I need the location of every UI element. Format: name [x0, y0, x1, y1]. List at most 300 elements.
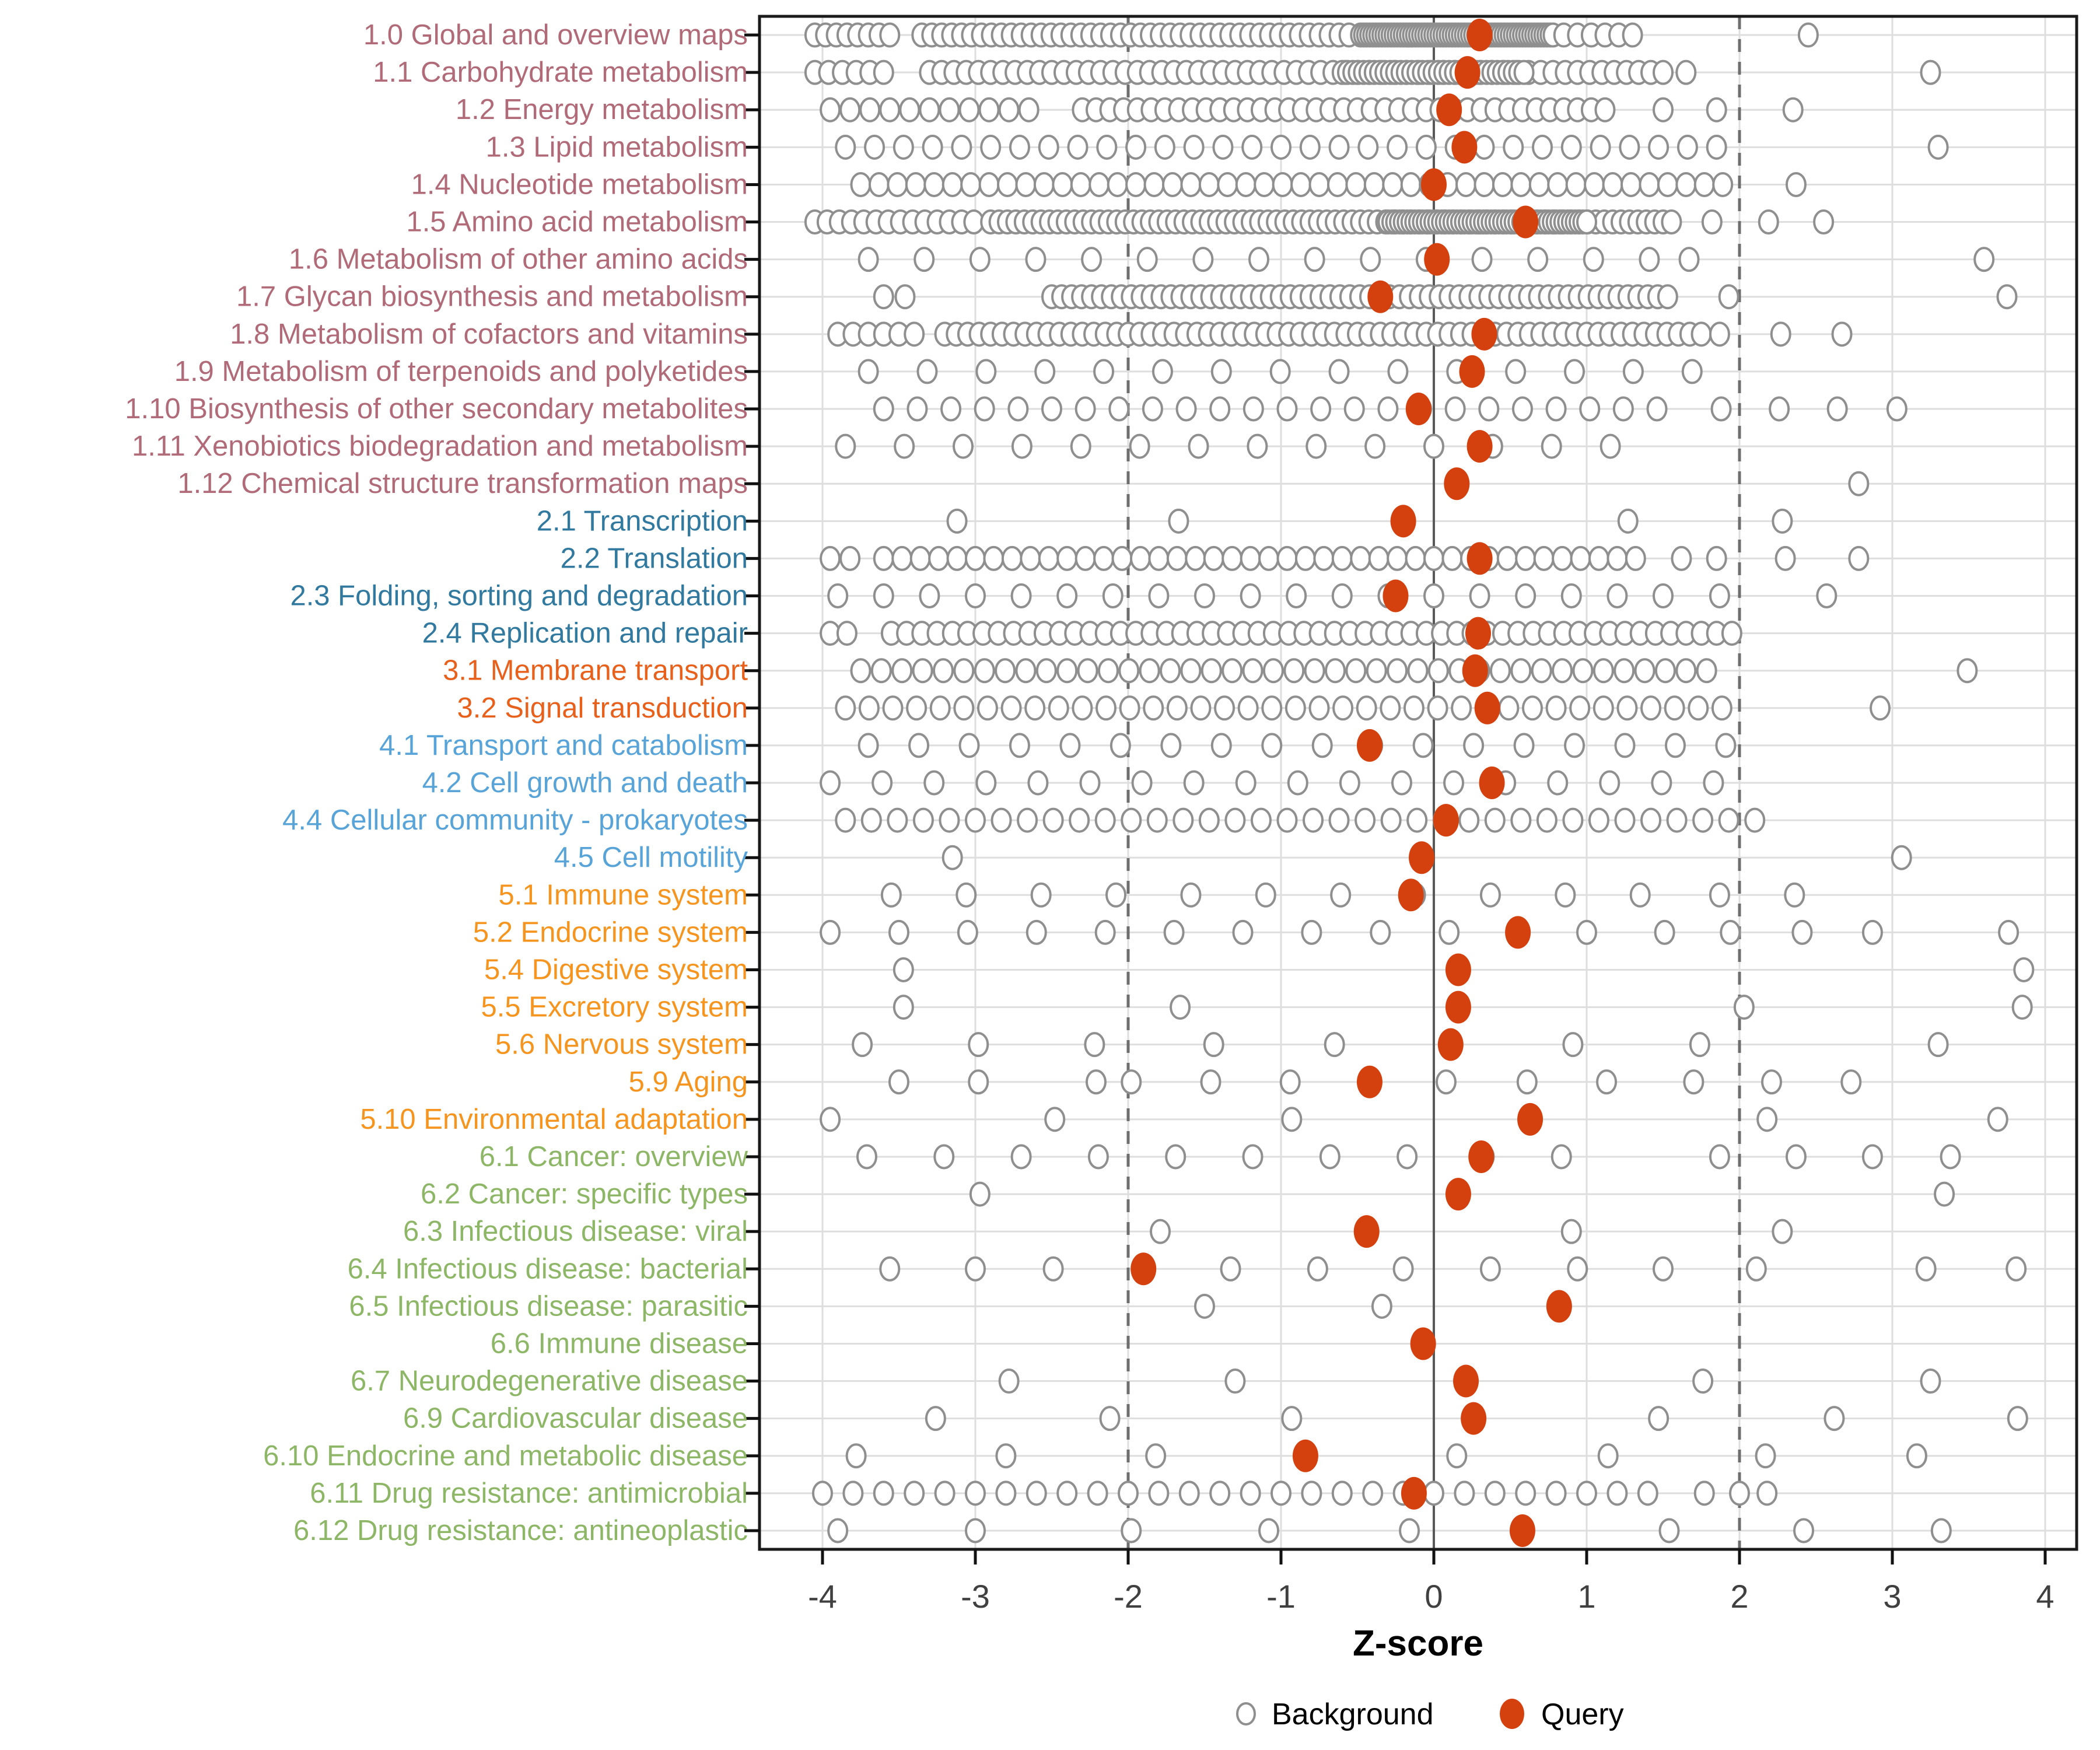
background-point	[1133, 772, 1152, 794]
background-point	[836, 696, 855, 719]
query-point	[1433, 804, 1459, 836]
background-point	[852, 173, 870, 196]
background-point	[1457, 173, 1475, 196]
background-point	[1713, 173, 1732, 196]
background-point	[905, 323, 923, 345]
background-point	[892, 659, 911, 682]
query-point	[1471, 318, 1497, 351]
query-point	[1398, 878, 1424, 911]
background-point	[1330, 809, 1349, 832]
background-point	[1616, 809, 1634, 832]
background-point	[1282, 1108, 1301, 1130]
background-point	[1649, 136, 1668, 159]
background-point	[895, 435, 914, 458]
background-point	[1398, 1145, 1416, 1168]
query-point	[1410, 1327, 1436, 1360]
background-point	[948, 510, 967, 533]
legend	[1237, 1698, 1624, 1731]
category-label: 5.9 Aging	[628, 1066, 748, 1098]
background-point	[821, 1108, 839, 1130]
background-point	[1849, 547, 1868, 570]
background-point	[940, 809, 958, 832]
background-point	[821, 547, 839, 570]
background-point	[1535, 547, 1553, 570]
background-point	[1185, 136, 1203, 159]
background-point	[1185, 772, 1203, 794]
background-point	[1623, 24, 1642, 47]
background-point	[873, 772, 891, 794]
background-point	[1089, 1145, 1108, 1168]
background-point	[1218, 173, 1237, 196]
background-point	[1058, 1482, 1076, 1504]
category-label: 6.12 Drug resistance: antineoplastic	[293, 1514, 748, 1546]
background-point	[1563, 809, 1582, 832]
background-point	[894, 958, 913, 981]
background-point	[1244, 398, 1263, 421]
category-label: 1.0 Global and overview maps	[363, 19, 748, 51]
category-label: 1.7 Glycan biosynthesis and metabolism	[236, 281, 748, 313]
background-point	[1639, 1482, 1657, 1504]
background-point	[1917, 1258, 1936, 1280]
background-point	[1306, 659, 1324, 682]
background-point	[1608, 547, 1626, 570]
x-tick-label: -4	[808, 1578, 837, 1615]
background-point	[1168, 547, 1186, 570]
background-point	[1181, 659, 1200, 682]
background-point	[980, 173, 999, 196]
category-label: 4.2 Cell growth and death	[422, 767, 748, 799]
category-label: 5.2 Endocrine system	[473, 916, 748, 949]
background-point	[1340, 772, 1359, 794]
background-point	[1097, 696, 1115, 719]
background-point	[1530, 173, 1549, 196]
background-point	[859, 248, 878, 271]
background-point	[942, 398, 960, 421]
category-label: 6.6 Immune disease	[490, 1328, 748, 1360]
background-point	[1619, 510, 1637, 533]
background-point	[1205, 547, 1223, 570]
background-point	[1590, 809, 1608, 832]
x-tick-label: -3	[961, 1578, 990, 1615]
background-point	[1408, 659, 1427, 682]
query-point	[1357, 729, 1382, 762]
background-point	[1032, 884, 1051, 907]
background-point	[1825, 1407, 1843, 1430]
background-point	[1515, 734, 1534, 757]
background-point	[1012, 1145, 1031, 1168]
background-point	[1417, 136, 1436, 159]
background-point	[996, 1482, 1015, 1504]
background-point	[1314, 547, 1333, 570]
background-point	[1504, 136, 1522, 159]
background-point	[934, 659, 953, 682]
background-point	[1363, 1482, 1382, 1504]
background-point	[952, 136, 971, 159]
category-label: 4.5 Cell motility	[554, 842, 748, 874]
query-point	[1446, 1178, 1471, 1210]
background-point	[966, 584, 985, 607]
background-point	[1302, 1482, 1321, 1504]
query-point	[1130, 1252, 1156, 1285]
background-point	[1615, 659, 1633, 682]
background-point	[931, 696, 950, 719]
x-tick-label: 2	[1730, 1578, 1749, 1615]
background-point	[2013, 996, 2032, 1019]
background-point	[905, 1482, 923, 1504]
background-point	[1076, 398, 1095, 421]
background-point	[1693, 1370, 1712, 1392]
background-point	[1538, 809, 1556, 832]
category-label: 2.2 Translation	[560, 542, 748, 575]
background-point	[1195, 584, 1214, 607]
background-point	[1929, 1033, 1948, 1056]
background-point	[1568, 1258, 1587, 1280]
background-point	[1547, 398, 1566, 421]
background-point	[981, 136, 1000, 159]
category-label: 5.10 Environmental adaptation	[360, 1103, 748, 1135]
background-point	[936, 1482, 954, 1504]
category-label: 3.1 Membrane transport	[443, 654, 748, 687]
background-point	[836, 809, 855, 832]
background-point	[977, 772, 995, 794]
background-point	[847, 1444, 866, 1467]
background-point	[1097, 136, 1116, 159]
query-point	[1401, 1477, 1427, 1510]
background-point	[1035, 173, 1054, 196]
background-point	[966, 1519, 985, 1542]
background-point	[1642, 809, 1660, 832]
background-point	[1863, 921, 1882, 944]
background-point	[892, 547, 911, 570]
background-point	[1040, 136, 1058, 159]
background-point	[954, 435, 972, 458]
background-point	[1126, 136, 1145, 159]
background-point	[1027, 1482, 1046, 1504]
background-point	[1553, 547, 1572, 570]
query-point	[1462, 654, 1488, 687]
background-point	[1698, 659, 1716, 682]
category-label: 1.9 Metabolism of terpenoids and polyketides	[174, 355, 748, 387]
background-point	[836, 435, 855, 458]
background-point	[996, 1444, 1015, 1467]
background-point	[900, 99, 919, 121]
query-point	[1451, 131, 1477, 163]
query-point	[1406, 393, 1432, 425]
background-point	[1248, 435, 1266, 458]
background-point	[1000, 99, 1019, 121]
background-point	[813, 1482, 832, 1504]
background-point	[1241, 1482, 1260, 1504]
background-point	[1289, 772, 1307, 794]
background-point	[1408, 809, 1426, 832]
background-point	[1069, 136, 1087, 159]
background-point	[1548, 772, 1567, 794]
background-point	[1169, 510, 1188, 533]
background-point	[874, 285, 893, 308]
background-point	[1186, 547, 1205, 570]
background-point	[888, 173, 907, 196]
background-point	[844, 1482, 862, 1504]
background-point	[1330, 136, 1349, 159]
background-point	[1271, 360, 1290, 383]
background-point	[1922, 61, 1940, 84]
background-point	[1284, 659, 1303, 682]
background-point	[1723, 622, 1741, 645]
background-point	[1424, 584, 1443, 607]
background-point	[1787, 1145, 1805, 1168]
category-label: 6.11 Drug resistance: antimicrobial	[310, 1477, 748, 1509]
background-point	[1264, 659, 1283, 682]
background-point	[1310, 173, 1329, 196]
background-point	[1556, 884, 1574, 907]
background-point	[1640, 248, 1658, 271]
background-point	[1506, 360, 1525, 383]
background-point	[1455, 1482, 1474, 1504]
background-point	[1333, 584, 1352, 607]
background-point	[1745, 809, 1764, 832]
background-point	[1383, 173, 1402, 196]
background-point	[1174, 809, 1192, 832]
background-point	[1149, 584, 1168, 607]
background-point	[1516, 584, 1535, 607]
query-point	[1453, 1365, 1479, 1398]
background-point	[1693, 809, 1712, 832]
background-point	[2014, 958, 2033, 981]
category-label: 1.5 Amino acid metabolism	[406, 206, 748, 238]
background-point	[1010, 136, 1029, 159]
background-point	[1720, 285, 1738, 308]
background-point	[874, 398, 893, 421]
category-label: 1.2 Energy metabolism	[455, 94, 748, 126]
background-point	[1096, 921, 1115, 944]
background-point	[998, 173, 1017, 196]
background-point	[1707, 99, 1726, 121]
background-point	[1493, 173, 1512, 196]
background-point	[1710, 1145, 1729, 1168]
background-point	[961, 173, 980, 196]
category-label: 4.1 Transport and catabolism	[379, 729, 748, 761]
background-point	[1212, 734, 1231, 757]
background-point	[1250, 248, 1268, 271]
background-point	[1758, 1108, 1776, 1130]
background-point	[870, 173, 888, 196]
background-point	[2008, 1407, 2027, 1430]
background-point	[1213, 136, 1232, 159]
background-point	[1440, 921, 1458, 944]
background-point	[1076, 547, 1095, 570]
background-point	[1241, 584, 1260, 607]
background-point	[1200, 809, 1219, 832]
background-point	[1614, 398, 1633, 421]
background-point	[980, 99, 999, 121]
category-label: 6.9 Cardiovascular disease	[402, 1402, 748, 1434]
background-point	[1310, 696, 1329, 719]
background-point	[1773, 510, 1791, 533]
background-point	[1392, 772, 1411, 794]
background-point	[1562, 1220, 1581, 1243]
background-point	[1244, 1145, 1262, 1168]
background-point	[858, 1145, 876, 1168]
background-point	[1018, 809, 1037, 832]
category-label: 2.1 Transcription	[536, 505, 748, 537]
background-point	[1194, 248, 1212, 271]
background-point	[1654, 584, 1672, 607]
background-point	[836, 136, 855, 159]
background-point	[1394, 1258, 1413, 1280]
background-point	[1272, 136, 1290, 159]
background-point	[1371, 921, 1390, 944]
background-point	[1532, 659, 1551, 682]
background-point	[920, 99, 939, 121]
background-point	[1333, 547, 1352, 570]
background-point	[920, 584, 939, 607]
background-point	[943, 173, 962, 196]
background-point	[1721, 921, 1740, 944]
background-point	[1082, 248, 1101, 271]
background-point	[1888, 398, 1906, 421]
background-point	[1037, 659, 1056, 682]
background-point	[1108, 173, 1127, 196]
background-point	[1286, 696, 1305, 719]
background-point	[1244, 659, 1262, 682]
background-point	[929, 547, 948, 570]
background-point	[1272, 1482, 1290, 1504]
background-point	[1713, 696, 1731, 719]
background-point	[1242, 136, 1261, 159]
background-point	[880, 24, 899, 47]
background-point	[1013, 435, 1031, 458]
background-point	[1770, 398, 1788, 421]
category-label: 2.3 Folding, sorting and degradation	[290, 580, 748, 612]
x-tick-label: 3	[1883, 1578, 1902, 1615]
background-point	[1181, 173, 1200, 196]
background-point	[1498, 547, 1517, 570]
background-point	[1668, 809, 1686, 832]
background-point	[915, 248, 933, 271]
background-point	[1306, 248, 1324, 271]
background-point	[1165, 921, 1184, 944]
category-label: 1.12 Chemical structure transformation maps	[177, 468, 748, 500]
background-point	[1087, 1070, 1105, 1093]
background-point	[1262, 696, 1281, 719]
background-point	[1282, 1407, 1301, 1430]
background-point	[884, 696, 902, 719]
background-point	[926, 1407, 945, 1430]
legend-background-icon	[1237, 1703, 1255, 1724]
background-point	[1234, 921, 1252, 944]
background-point	[821, 772, 839, 794]
background-point	[1382, 809, 1401, 832]
background-point	[971, 248, 989, 271]
category-label: 1.3 Lipid metabolism	[485, 131, 748, 163]
background-point	[1331, 884, 1350, 907]
background-point	[1720, 809, 1738, 832]
background-point	[1716, 734, 1735, 757]
query-point	[1436, 93, 1462, 126]
background-point	[914, 809, 933, 832]
background-point	[1356, 809, 1374, 832]
background-point	[1026, 248, 1045, 271]
background-point	[1259, 1519, 1278, 1542]
background-point	[1513, 398, 1532, 421]
background-point	[1773, 1220, 1791, 1243]
background-point	[1989, 1108, 2007, 1130]
background-point	[1378, 398, 1397, 421]
background-point	[1414, 734, 1433, 757]
grid-layer	[760, 16, 2077, 1549]
background-point	[918, 360, 936, 383]
query-point	[1409, 841, 1434, 874]
background-point	[1570, 696, 1589, 719]
query-point	[1391, 505, 1416, 537]
background-point	[1292, 173, 1310, 196]
background-point	[1620, 136, 1639, 159]
category-label: 6.1 Cancer: overview	[479, 1140, 748, 1172]
background-point	[1475, 136, 1493, 159]
background-point	[966, 809, 985, 832]
background-point	[1122, 1070, 1140, 1093]
background-point	[1027, 921, 1046, 944]
background-point	[1205, 1033, 1223, 1056]
background-point	[1975, 248, 1993, 271]
background-point	[1710, 323, 1729, 345]
background-point	[1308, 1258, 1327, 1280]
background-point	[1601, 435, 1620, 458]
background-point	[1626, 547, 1645, 570]
background-point	[1210, 398, 1229, 421]
query-point	[1468, 1140, 1494, 1173]
background-point	[1444, 772, 1463, 794]
background-point	[1842, 1070, 1860, 1093]
background-point	[1772, 323, 1790, 345]
background-point	[1672, 547, 1690, 570]
background-point	[1710, 884, 1729, 907]
query-point	[1465, 617, 1491, 650]
background-point	[1346, 173, 1365, 196]
background-point	[1252, 809, 1270, 832]
background-point	[1101, 1407, 1119, 1430]
background-point	[978, 696, 997, 719]
background-point	[1081, 772, 1100, 794]
background-point	[1683, 360, 1702, 383]
background-point	[1553, 659, 1572, 682]
background-point	[1346, 659, 1365, 682]
background-point	[1452, 696, 1471, 719]
background-point	[1370, 547, 1388, 570]
background-point	[1908, 1444, 1926, 1467]
background-point	[1359, 136, 1377, 159]
background-point	[1000, 1370, 1019, 1392]
background-point	[853, 1033, 872, 1056]
background-point	[1365, 173, 1384, 196]
background-point	[1325, 1033, 1344, 1056]
background-point	[1278, 547, 1296, 570]
background-point	[1460, 809, 1478, 832]
background-point	[859, 734, 878, 757]
background-point	[1222, 1258, 1240, 1280]
background-point	[977, 360, 995, 383]
background-point	[1028, 772, 1047, 794]
background-point	[1237, 772, 1255, 794]
background-point	[1704, 772, 1723, 794]
background-point	[872, 659, 891, 682]
background-point	[1636, 659, 1654, 682]
background-point	[1060, 734, 1079, 757]
background-point	[1528, 248, 1547, 271]
background-point	[1747, 1258, 1766, 1280]
background-point	[1518, 1070, 1536, 1093]
background-point	[890, 1070, 908, 1093]
